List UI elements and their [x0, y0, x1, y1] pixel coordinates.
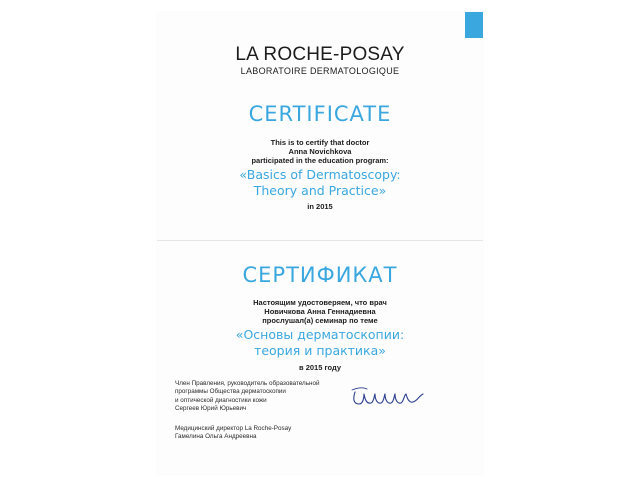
section-divider	[157, 240, 483, 241]
year-en: in 2015	[307, 202, 333, 211]
signatory-1-title-line3: и оптической диагностики кожи	[175, 396, 267, 404]
recipient-name-ru: Новичкова Анна Геннадиевна	[264, 307, 376, 316]
certify-line-en: This is to certify that doctor	[270, 138, 370, 147]
program-title-line2-en: Theory and Practice»	[253, 183, 387, 198]
certificate-heading-en: CERTIFICATE	[248, 102, 392, 126]
program-title-line1-ru: «Основы дерматоскопии:	[235, 327, 405, 342]
participation-line-en: participated in the education program:	[251, 156, 389, 165]
year-ru: в 2015 году	[299, 363, 341, 372]
program-title-line1-en: «Basics of Dermatoscopy:	[239, 167, 401, 182]
program-title-line2-ru: теория и практика»	[254, 343, 386, 358]
signatory-1-name: Сергеев Юрий Юрьевич	[175, 405, 247, 413]
certificate-heading-ru: СЕРТИФИКАТ	[242, 263, 398, 287]
brand-color-bar	[465, 12, 483, 38]
signatory-2-title: Медицинский директор La Roche-Posay	[175, 425, 292, 432]
participation-line-ru: прослушал(а) семинар по теме	[262, 316, 378, 325]
signatory-block-2	[175, 425, 291, 442]
signatory-1-title-line1: Член Правления, руководитель образовательной	[175, 380, 320, 387]
brand-logo-subtitle: LABORATOIRE DERMATOLOGIQUE	[240, 66, 400, 76]
signatory-block-1	[175, 380, 320, 414]
certificate-sheet	[157, 12, 483, 474]
brand-logo-name: LA ROCHE-POSAY	[235, 44, 405, 65]
recipient-name-en: Anna Novichkova	[288, 147, 352, 156]
signatory-1-title-line2: программы Общества дерматоскопии	[175, 388, 286, 396]
certify-line-ru: Настоящим удостоверяем, что врач	[253, 298, 387, 307]
signatory-2-name: Гамелина Ольга Андреевна	[175, 433, 257, 441]
handwritten-signature	[349, 384, 429, 412]
